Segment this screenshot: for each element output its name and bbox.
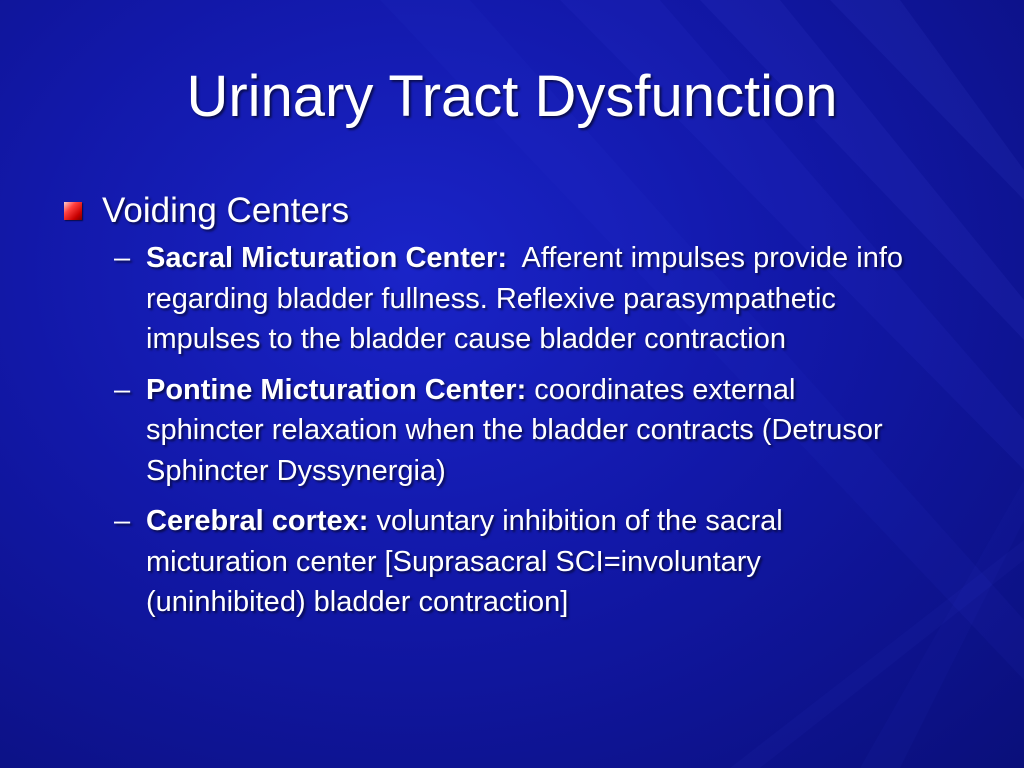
sub-bullet-item — [62, 501, 906, 623]
main-bullet-text: Voiding Centers — [102, 191, 350, 230]
sub-bullet-item — [62, 370, 906, 492]
sub-bullet-text: coordinates external sphincter relaxation when the bladder contracts (Detrusor Sphincter Dyssynergia) — [146, 373, 891, 487]
dash-bullet-icon: – — [114, 373, 131, 406]
dash-bullet-icon: – — [114, 505, 131, 537]
sub-bullet-term: Cerebral cortex: — [146, 505, 369, 537]
sub-bullet-text: voluntary inhibition of the sacral micturation center [Suprasacral SCI=involuntary (uninhibited) bladder contraction] — [146, 505, 791, 618]
slide-title: Urinary Tract Dysfunction — [186, 64, 838, 129]
sub-bullet-term: Pontine Micturation Center: — [146, 373, 527, 406]
sub-bullet-term: Sacral Micturation Center: — [146, 242, 507, 274]
sub-bullet-list — [62, 238, 962, 623]
main-bullet — [62, 190, 962, 232]
dash-bullet-icon: – — [114, 242, 131, 274]
sub-bullet-text: Afferent impulses provide info regarding bladder fullness. Reflexive parasympathetic impulses to the bladder cause bladder contraction — [146, 242, 912, 355]
sub-bullet-item — [62, 238, 912, 360]
slide-content — [62, 190, 962, 633]
square-bullet-icon — [64, 202, 82, 220]
